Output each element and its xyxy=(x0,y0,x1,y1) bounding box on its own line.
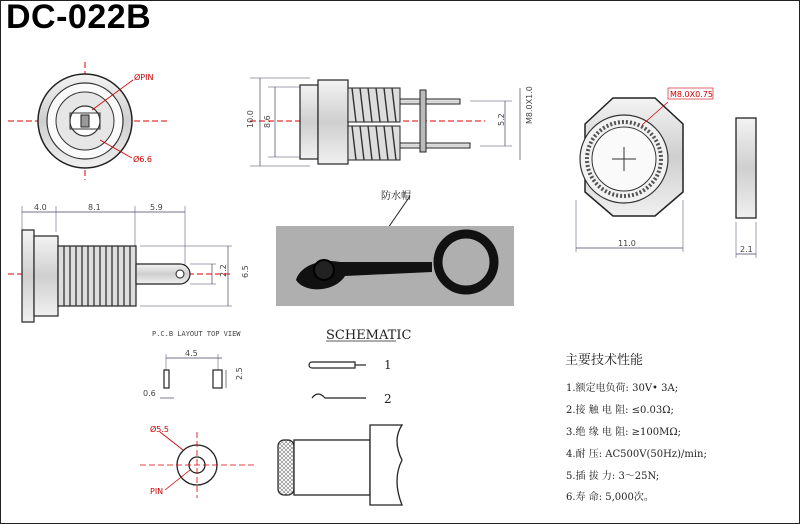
pcb-spacing-label: 4.5 xyxy=(185,349,198,358)
pin-spacing-label: 5.2 xyxy=(497,113,506,126)
spec-item: 2.接 触 电 阻: ≤0.03Ω; xyxy=(566,405,674,416)
dust-cap-label: 防水帽 xyxy=(381,191,411,202)
schematic-title: SCHEMATIC xyxy=(326,328,412,343)
bottom-pin-height: 2.2 xyxy=(219,264,228,277)
thread-label: M8.0X1.0 xyxy=(525,86,534,124)
body-diameter-label: Ø6.6 xyxy=(133,155,153,164)
pcb-pin-width-label: 0.6 xyxy=(143,389,156,398)
pcb-title: P.C.B LAYOUT TOP VIEW xyxy=(152,330,241,338)
pin-diameter-label: ØPIN xyxy=(134,73,154,82)
nut-thread-label: M8.0X0.75 xyxy=(670,90,713,99)
spec-item: 5.插 拔 力: 3～25N; xyxy=(566,471,660,482)
height-label-outer: 10.0 xyxy=(246,110,255,128)
specs-title: 主要技术性能 xyxy=(565,353,644,368)
bottom-body-height: 6.5 xyxy=(241,265,250,278)
dust-cap-photo xyxy=(276,196,514,306)
pcb-pin-label: PIN xyxy=(150,487,164,496)
spec-item: 6.寿 命: 5,000次。 xyxy=(566,492,654,503)
bottom-dim-1: 4.0 xyxy=(34,203,47,212)
part-number-title: DC-022B xyxy=(6,0,152,36)
schematic-pin-1: 1 xyxy=(384,358,392,372)
side-view xyxy=(250,78,520,166)
nut-view xyxy=(576,88,713,252)
spec-item: 3.绝 缘 电 阻: ≥100MΩ; xyxy=(566,427,681,438)
bottom-dim-3: 5.9 xyxy=(150,203,163,212)
bottom-view xyxy=(8,206,232,322)
spec-item: 4.耐 压: AC500V(50Hz)/min; xyxy=(566,449,707,460)
pcb-hole-label: Ø5.5 xyxy=(150,425,170,434)
schematic-pin-2: 2 xyxy=(384,392,392,406)
bottom-dim-2: 8.1 xyxy=(88,203,101,212)
washer-thickness-label: 2.1 xyxy=(740,245,753,254)
pcb-pin-height-label: 2.5 xyxy=(235,367,244,380)
height-label-inner: 8.6 xyxy=(263,115,272,128)
nut-width-label: 11.0 xyxy=(618,239,636,248)
washer-view xyxy=(736,118,756,258)
spec-item: 1.额定电负荷: 30V• 3A; xyxy=(566,383,679,394)
